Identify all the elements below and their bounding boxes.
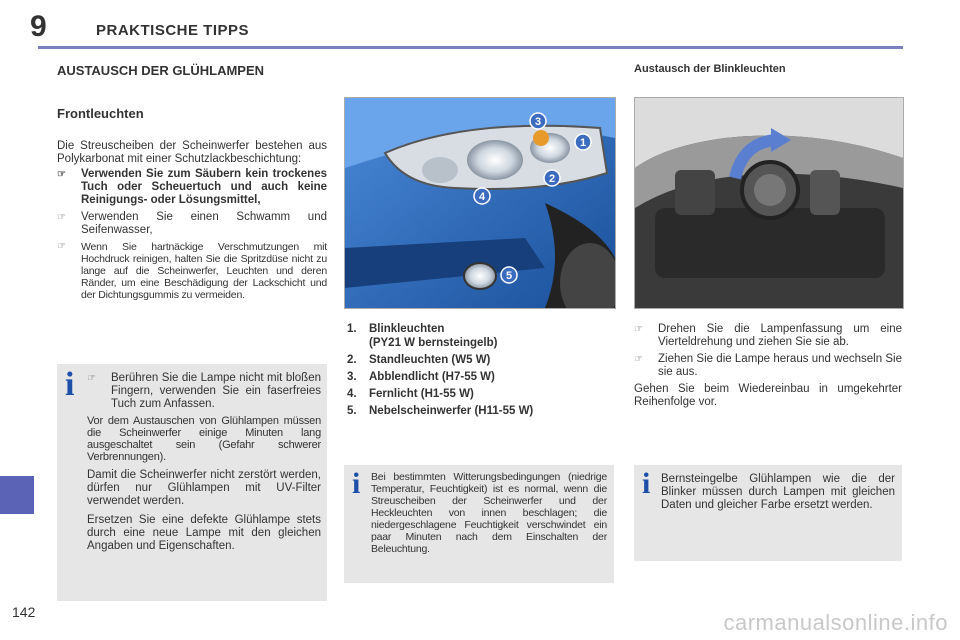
headlight-illustration — [345, 98, 615, 308]
indicator-outro: Gehen Sie beim Wiedereinbau in umgekehrter Reihenfolge vor. — [634, 383, 902, 408]
chapter-side-tab — [0, 476, 34, 514]
info-icon: i — [642, 467, 651, 500]
info-left-paragraph-1: Vor dem Austauschen von Glühlampen müssen die Scheinwerfer einige Minuten lang ausgeschaltet sein (Gefahr schwerer Verbrennungen). — [87, 415, 321, 463]
page-number: 142 — [12, 604, 36, 620]
list-item: 2. Standleuchten (W5 W) — [347, 354, 491, 366]
svg-text:1: 1 — [579, 137, 587, 149]
info-icon: i — [65, 366, 75, 403]
front-intro: Die Streuscheiben der Scheinwerfer bestehen aus Polykarbonat mit einer Schutzlackbeschichtung: — [57, 140, 327, 165]
watermark: carmanualsonline.info — [723, 610, 948, 635]
info-icon: i — [352, 467, 361, 500]
svg-text:4: 4 — [478, 191, 486, 203]
indicator-bullet-1: ☞ Drehen Sie die Lampenfassung um eine Vierteldrehung und ziehen Sie sie ab. — [634, 323, 902, 348]
pointer-icon: ☞ — [87, 373, 96, 384]
info-box-middle — [344, 465, 614, 583]
info-left-bullet: ☞ Berühren Sie die Lampe nicht mit bloßen Fingern, verwenden Sie ein faserfreies Tuch zum Anfassen. — [87, 372, 321, 410]
front-bullet-2: ☞ Verwenden Sie einen Schwamm und Seifenwasser, — [57, 211, 327, 236]
section-title: AUSTAUSCH DER GLÜHLAMPEN — [57, 63, 265, 78]
indicator-instructions — [634, 323, 902, 409]
pointer-icon: ☞ — [634, 354, 643, 365]
info-right-text: Bernsteingelbe Glühlampen wie die der Blinker müssen durch Lampen mit gleichen Daten und gleicher Farbe ersetzt werden. — [661, 473, 895, 511]
info-box-left — [57, 364, 327, 601]
info-left-paragraph-3: Ersetzen Sie eine defekte Glühlampe stets durch eine neue Lampe mit den gleichen Angaben und Eigenschaften. — [87, 514, 321, 552]
pointer-icon: ☞ — [57, 241, 66, 252]
bulb-list — [347, 322, 615, 421]
list-item: 5. Nebelscheinwerfer (H11-55 W) — [347, 405, 534, 417]
front-lights-text — [57, 140, 327, 305]
indicator-bullet-2: ☞ Ziehen Sie die Lampe heraus und wechseln Sie sie aus. — [634, 353, 902, 378]
front-bullet-3: ☞ Wenn Sie hartnäckige Verschmutzungen mit Hochdruck reinigen, halten Sie die Spritzdüse nicht zu lange auf die Scheinwerfer, Leuchten und deren Ränder, um eine Beschädigung der Lackschicht und der Dichtungsgummis zu vermeiden. — [57, 241, 327, 301]
info-box-right — [634, 465, 902, 561]
info-middle-text: Bei bestimmten Witterungsbedingungen (niedrige Temperatur, Feuchtigkeit) ist es normal, wenn die Streuscheiben der Scheinwerfer und der Heckleuchten von innen beschlagen; die niedergeschlagene Feuchtigkeit verschwindet ein paar Minuten nach dem Einschalten der Beleuchtung. — [371, 471, 607, 555]
front-bullet-1: ☞ Verwenden Sie zum Säubern kein trockenes Tuch oder Scheuertuch und auch keine Reinigungs- oder Lösungsmittel, — [57, 168, 327, 206]
list-item: 1. Blinkleuchten (PY21 W bernsteingelb) — [347, 323, 498, 349]
chapter-number: 9 — [30, 10, 47, 43]
headlight-photo — [344, 97, 616, 309]
header-rule — [38, 46, 903, 49]
svg-text:5: 5 — [505, 270, 513, 282]
chapter-title: PRAKTISCHE TIPPS — [96, 22, 250, 39]
svg-text:3: 3 — [534, 116, 542, 128]
list-item: 4. Fernlicht (H1-55 W) — [347, 388, 474, 400]
indicator-illustration — [635, 98, 903, 308]
indicator-section-title: Austausch der Blinkleuchten — [634, 63, 786, 75]
indicator-photo — [634, 97, 904, 309]
pointer-icon: ☞ — [57, 169, 66, 180]
info-left-paragraph-2: Damit die Scheinwerfer nicht zerstört werden, dürfen nur Glühlampen mit UV-Filter verwendet werden. — [87, 469, 321, 507]
pointer-icon: ☞ — [57, 212, 66, 223]
front-lights-subtitle: Frontleuchten — [57, 106, 144, 121]
pointer-icon: ☞ — [634, 324, 643, 335]
svg-text:2: 2 — [548, 173, 556, 185]
list-item: 3. Abblendlicht (H7-55 W) — [347, 371, 495, 383]
